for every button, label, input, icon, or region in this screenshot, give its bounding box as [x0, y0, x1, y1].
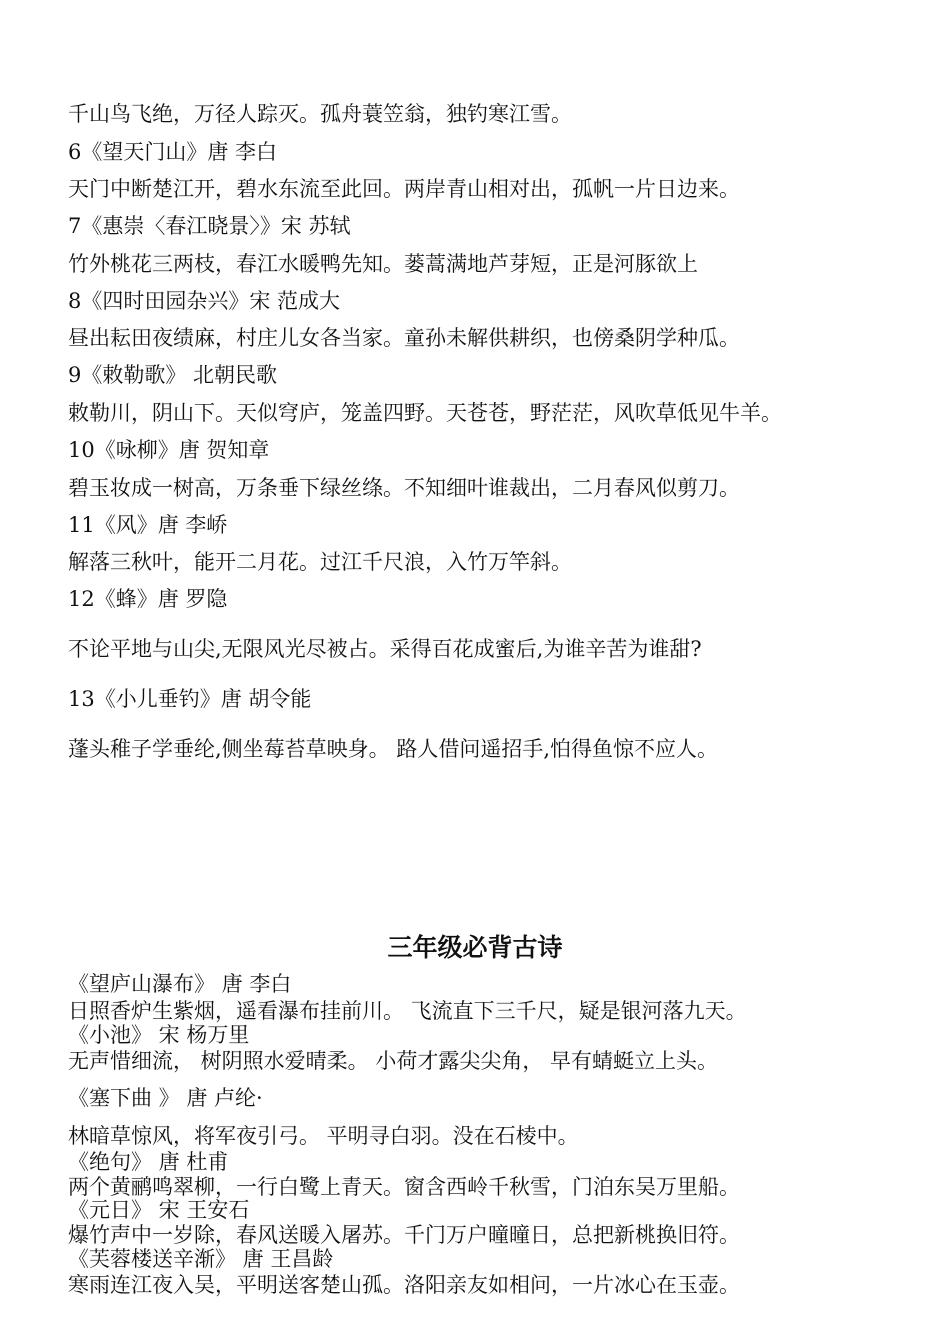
poem-heading: 《塞下曲 》 唐 卢纶·	[68, 1086, 263, 1110]
poem-text-line: 蓬头稚子学垂纶,侧坐莓苔草映身。 路人借问遥招手,怕得鱼惊不应人。	[68, 737, 719, 761]
poem-heading: 《元日》 宋 王安石	[68, 1198, 250, 1222]
poem-heading: 10《咏柳》唐 贺知章	[68, 438, 270, 462]
poem-heading: 7《惠崇〈春江晓景〉》宋 苏轼	[68, 214, 351, 238]
poem-heading: 《芙蓉楼送辛渐》 唐 王昌龄	[68, 1247, 334, 1271]
poem-text-line: 碧玉妆成一树高，万条垂下绿丝绦。不知细叶谁裁出，二月春风似剪刀。	[68, 476, 740, 500]
poem-text-line: 寒雨连江夜入吴，平明送客楚山孤。洛阳亲友如相问，一片冰心在玉壶。	[68, 1273, 740, 1297]
poem-heading: 13《小儿垂钓》唐 胡令能	[68, 687, 312, 711]
poem-text-line: 解落三秋叶，能开二月花。过江千尺浪，入竹万竿斜。	[68, 550, 572, 574]
poem-heading: 9《敕勒歌》 北朝民歌	[68, 363, 278, 387]
poem-heading: 12《蜂》唐 罗隐	[68, 587, 228, 611]
poem-text-line: 不论平地与山尖,无限风光尽被占。采得百花成蜜后,为谁辛苦为谁甜?	[68, 637, 702, 661]
poem-text-line: 爆竹声中一岁除，春风送暖入屠苏。千门万户曈曈日，总把新桃换旧符。	[68, 1223, 740, 1247]
section-title: 三年级必背古诗	[387, 933, 563, 962]
poem-text-line: 天门中断楚江开，碧水东流至此回。两岸青山相对出，孤帆一片日边来。	[68, 177, 740, 201]
poem-text-line: 两个黄鹂鸣翠柳，一行白鹭上青天。窗含西岭千秋雪，门泊东吴万里船。	[68, 1175, 740, 1199]
poem-text-line: 日照香炉生紫烟，遥看瀑布挂前川。 飞流直下三千尺，疑是银河落九天。	[68, 999, 747, 1023]
poem-heading: 《小池》 宋 杨万里	[68, 1023, 250, 1047]
poem-heading: 6《望天门山》唐 李白	[68, 140, 278, 164]
poem-heading: 《望庐山瀑布》 唐 李白	[68, 972, 292, 996]
poem-text-line: 昼出耘田夜绩麻，村庄儿女各当家。童孙未解供耕织，也傍桑阴学种瓜。	[68, 326, 740, 350]
poem-text-line: 敕勒川，阴山下。天似穹庐，笼盖四野。天苍苍，野茫茫，风吹草低见牛羊。	[68, 401, 782, 425]
poem-text-line: 林暗草惊风，将军夜引弓。 平明寻白羽。没在石棱中。	[68, 1124, 579, 1148]
poem-heading: 11《风》唐 李峤	[68, 513, 228, 537]
poem-text-line: 千山鸟飞绝，万径人踪灭。孤舟蓑笠翁，独钓寒江雪。	[68, 102, 572, 126]
poem-heading: 《绝句》 唐 杜甫	[68, 1150, 229, 1174]
poem-heading: 8《四时田园杂兴》宋 范成大	[68, 289, 341, 313]
poem-text-line: 竹外桃花三两枝，春江水暖鸭先知。蒌蒿满地芦芽短，正是河豚欲上	[68, 252, 698, 276]
poem-text-line: 无声惜细流， 树阴照水爱晴柔。 小荷才露尖尖角， 早有蜻蜓立上头。	[68, 1049, 719, 1073]
